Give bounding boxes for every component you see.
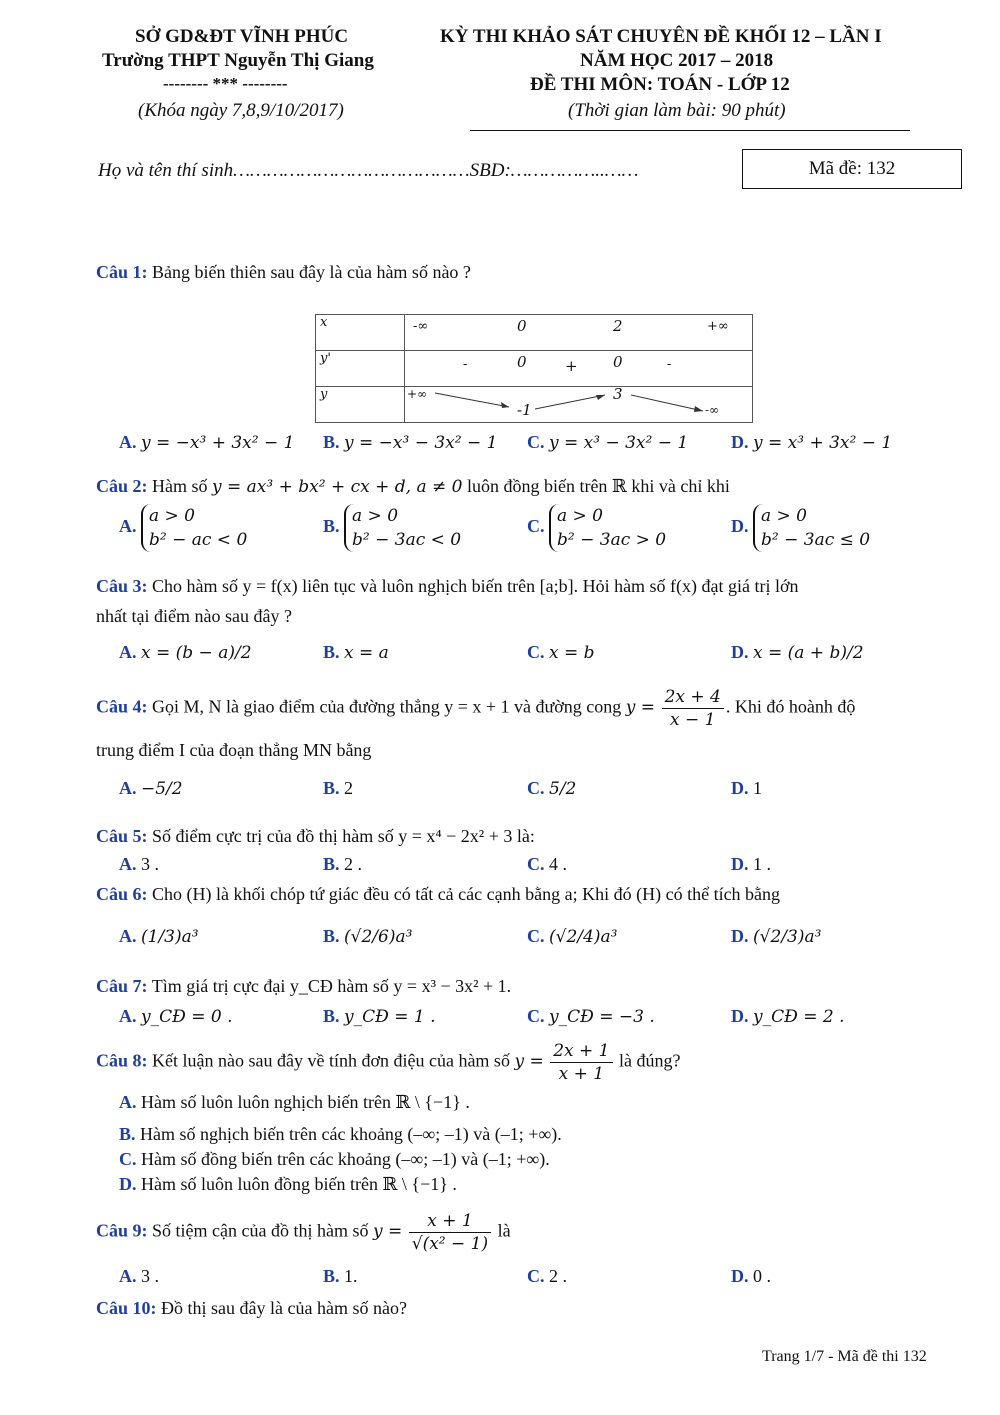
- q7-answer-b[interactable]: B. y_CĐ = 1 .: [323, 1006, 436, 1027]
- question-3: Câu 3: Cho hàm số y = f(x) liên tục và luôn nghịch biến trên [a;b]. Hỏi hàm số f(x) đạt giá trị lớn: [96, 576, 799, 596]
- exam-code-box: [742, 149, 962, 189]
- answer-text: y_CĐ = −3 .: [549, 1007, 655, 1027]
- vt-y-neg-inf: -∞: [705, 403, 720, 417]
- curve-fraction: $\frac{2x + 4}{x - 1}$: [662, 686, 724, 731]
- q8-answer-a[interactable]: A. Hàm số luôn luôn nghịch biến trên ℝ \ {−1} .: [119, 1092, 470, 1112]
- vt-y-pos-inf: +∞: [407, 387, 428, 401]
- question-label: Câu 5:: [96, 826, 148, 846]
- vt-yp-zero-2: 0: [613, 353, 623, 371]
- q1-answer-a[interactable]: A. y = −x³ + 3x² − 1: [119, 432, 295, 453]
- answer-text: x = a: [344, 643, 389, 663]
- answer-text: y_CĐ = 0 .: [141, 1007, 233, 1027]
- answer-text: 0 .: [753, 1266, 771, 1286]
- answer-text: y_CĐ = 1 .: [344, 1007, 436, 1027]
- q1-answer-c[interactable]: C. y = x³ − 3x² − 1: [527, 432, 689, 453]
- question-8: Câu 8: Kết luận nào sau đây về tính đơn điệu của hàm số y = $\frac{2x + 1}{x + 1}$ là đúng?: [96, 1041, 681, 1084]
- formula: y = ax³ + bx² + cx + d, a ≠ 0: [212, 477, 463, 497]
- answer-text: x = (b − a)/2: [141, 643, 252, 663]
- question-label: Câu 1:: [96, 262, 148, 282]
- question-label: Câu 8:: [96, 1050, 148, 1071]
- vt-x-two: 2: [613, 317, 623, 335]
- question-label: Câu 2:: [96, 476, 148, 496]
- q8-answer-c[interactable]: C. Hàm số đồng biến trên các khoảng (–∞; –1) và (–1; +∞).: [119, 1149, 550, 1169]
- q4-answer-c[interactable]: C. 5/2: [527, 778, 577, 799]
- header-rule: [470, 130, 910, 131]
- q7-answer-c[interactable]: C. y_CĐ = −3 .: [527, 1006, 655, 1027]
- answer-text: Hàm số luôn luôn đồng biến trên ℝ \ {−1} .: [141, 1174, 457, 1194]
- vt-yp-zero-1: 0: [517, 353, 527, 371]
- school-year: NĂM HỌC 2017 – 2018: [580, 50, 774, 71]
- answer-text: 3 .: [141, 1266, 159, 1286]
- answer-text: (√2/4)a³: [549, 927, 618, 947]
- question-7: Câu 7: Tìm giá trị cực đại y_CĐ hàm số y = x³ − 3x² + 1.: [96, 976, 512, 996]
- exam-code: Mã đề: 132: [808, 158, 896, 179]
- q4-answer-a[interactable]: A. −5/2: [119, 778, 183, 799]
- q5-answer-c[interactable]: C. 4 .: [527, 854, 567, 874]
- q9-answer-c[interactable]: C. 2 .: [527, 1266, 567, 1286]
- answer-text: (√2/6)a³: [344, 927, 413, 947]
- answer-text: (√2/3)a³: [753, 927, 822, 947]
- q1-answer-b[interactable]: B. y = −x³ − 3x² − 1: [323, 432, 498, 453]
- answer-text: y = −x³ − 3x² − 1: [344, 433, 498, 453]
- question-3-line2: nhất tại điểm nào sau đây ?: [96, 606, 292, 626]
- vt-y-label: y: [316, 387, 405, 423]
- q8-answer-d[interactable]: D. Hàm số luôn luôn đồng biến trên ℝ \ {−1} .: [119, 1174, 457, 1194]
- question-10: Câu 10: Đồ thị sau đây là của hàm số nào?: [96, 1298, 407, 1318]
- question-label: Câu 10:: [96, 1298, 157, 1318]
- answer-text: y = x³ − 3x² − 1: [549, 433, 689, 453]
- answer-text: 2 .: [549, 1266, 567, 1286]
- q3-answer-c[interactable]: C. x = b: [527, 642, 595, 663]
- exam-title: KỲ THI KHẢO SÁT CHUYÊN ĐỀ KHỐI 12 – LẦN I: [440, 26, 882, 47]
- exam-subject: ĐỀ THI MÔN: TOÁN - LỚP 12: [530, 74, 790, 95]
- q9-answer-b[interactable]: B. 1.: [323, 1266, 358, 1286]
- answer-text: x = b: [549, 643, 595, 663]
- q6-answer-c[interactable]: C. (√2/4)a³: [527, 926, 618, 947]
- exam-duration: (Thời gian làm bài: 90 phút): [568, 100, 786, 121]
- question-label: Câu 3:: [96, 576, 148, 596]
- separator-stars: -------- *** --------: [163, 74, 288, 93]
- q3-answer-a[interactable]: A. x = (b − a)/2: [119, 642, 252, 663]
- q2-answer-c[interactable]: C. a > 0 b² − 3ac > 0: [527, 506, 667, 550]
- q2-answer-a[interactable]: A. a > 0 b² − ac < 0: [119, 506, 248, 550]
- department-name: SỞ GD&ĐT VĨNH PHÚC: [135, 26, 349, 47]
- q4-answer-d[interactable]: D. 1: [731, 778, 762, 798]
- vt-x-label: x: [316, 315, 405, 351]
- q6-answer-b[interactable]: B. (√2/6)a³: [323, 926, 413, 947]
- answer-text: 1 .: [753, 854, 771, 874]
- q7-answer-d[interactable]: D. y_CĐ = 2 .: [731, 1006, 845, 1027]
- q7-answer-a[interactable]: A. y_CĐ = 0 .: [119, 1006, 233, 1027]
- question-4-line2: trung điểm I của đoạn thẳng MN bằng: [96, 740, 372, 760]
- answer-text: 4 .: [549, 854, 567, 874]
- q8-answer-b[interactable]: B. Hàm số nghịch biến trên các khoảng (–∞; –1) và (–1; +∞).: [119, 1124, 562, 1144]
- question-label: Câu 6:: [96, 884, 148, 904]
- q1-answer-d[interactable]: D. y = x³ + 3x² − 1: [731, 432, 893, 453]
- vt-x-neg-inf: -∞: [413, 319, 429, 334]
- q3-answer-b[interactable]: B. x = a: [323, 642, 389, 663]
- vt-yp-sign-3: -: [667, 357, 672, 372]
- q2-answer-d[interactable]: D. a > 0 b² − 3ac ≤ 0: [731, 506, 871, 550]
- answer-text: 1.: [344, 1266, 358, 1286]
- answer-text: Hàm số nghịch biến trên các khoảng (–∞; –1) và (–1; +∞).: [140, 1124, 562, 1144]
- q5-answer-d[interactable]: D. 1 .: [731, 854, 771, 874]
- question-label: Câu 9:: [96, 1220, 148, 1241]
- question-label: Câu 7:: [96, 976, 148, 996]
- vt-y-min: -1: [517, 401, 532, 419]
- variation-table: [315, 314, 753, 423]
- vt-y-max: 3: [613, 385, 623, 403]
- q6-answer-d[interactable]: D. (√2/3)a³: [731, 926, 822, 947]
- q9-answer-d[interactable]: D. 0 .: [731, 1266, 771, 1286]
- answer-text: y = x³ + 3x² − 1: [753, 433, 893, 453]
- answer-text: x = (a + b)/2: [753, 643, 864, 663]
- function-fraction: $\frac{2x + 1}{x + 1}$: [550, 1040, 612, 1085]
- question-text: Bảng biến thiên sau đây là của hàm số nào ?: [152, 262, 471, 282]
- question-label: Câu 4:: [96, 696, 148, 717]
- q2-answer-b[interactable]: B. a > 0 b² − 3ac < 0: [323, 506, 462, 550]
- vt-yp-sign-2: +: [565, 357, 578, 375]
- school-name: Trường THPT Nguyễn Thị Giang: [102, 50, 374, 71]
- question-1: [96, 262, 471, 283]
- answer-text: 1: [753, 778, 762, 798]
- vt-yp-sign-1: -: [463, 357, 468, 372]
- answer-text: 2: [344, 778, 354, 798]
- vt-x-zero: 0: [517, 317, 527, 335]
- question-9: Câu 9: Số tiệm cận của đồ thị hàm số y = $\frac{x + 1}{\text{√(x² − 1)}}$ là: [96, 1211, 511, 1254]
- question-5: Câu 5: Số điểm cực trị của đồ thị hàm số y = x⁴ − 2x² + 3 là:: [96, 826, 535, 846]
- q4-answer-b[interactable]: B. 2: [323, 778, 354, 798]
- vt-x-pos-inf: +∞: [707, 319, 729, 334]
- q5-answer-a[interactable]: A. 3 .: [119, 854, 159, 874]
- q9-answer-a[interactable]: A. 3 .: [119, 1266, 159, 1286]
- function-fraction: $\frac{x + 1}{\text{√(x² − 1)}}$: [409, 1210, 491, 1255]
- candidate-info-line: Họ và tên thí sinh……………………………………SBD:……………..……: [98, 160, 639, 181]
- answer-text: y_CĐ = 2 .: [753, 1007, 845, 1027]
- vt-yprime-label: y': [316, 351, 405, 387]
- answer-text: (1/3)a³: [141, 927, 199, 947]
- question-4: Câu 4: Gọi M, N là giao điểm của đường thẳng y = x + 1 và đường cong y = $\frac{2x + 4}{x - 1}$ . Khi đó hoành độ: [96, 687, 856, 730]
- answer-text: 5/2: [549, 779, 577, 799]
- answer-text: 2 .: [344, 854, 363, 874]
- answer-text: 3 .: [141, 854, 159, 874]
- answer-text: Hàm số luôn luôn nghịch biến trên ℝ \ {−1} .: [141, 1092, 470, 1112]
- question-6: Câu 6: Cho (H) là khối chóp tứ giác đều có tất cả các cạnh bằng a; Khi đó (H) có thể tích bằng: [96, 884, 781, 904]
- q3-answer-d[interactable]: D. x = (a + b)/2: [731, 642, 864, 663]
- vt-arrows: [405, 387, 745, 423]
- answer-text: −5/2: [141, 779, 183, 799]
- q6-answer-a[interactable]: A. (1/3)a³: [119, 926, 199, 947]
- q5-answer-b[interactable]: B. 2 .: [323, 854, 363, 874]
- answer-text: y = −x³ + 3x² − 1: [141, 433, 295, 453]
- question-2: Câu 2: Hàm số y = ax³ + bx² + cx + d, a ≠ 0 luôn đồng biến trên ℝ khi và chỉ khi: [96, 476, 730, 497]
- course-dates: (Khóa ngày 7,8,9/10/2017): [138, 100, 344, 121]
- page-footer: Trang 1/7 - Mã đề thi 132: [762, 1348, 927, 1365]
- answer-text: Hàm số đồng biến trên các khoảng (–∞; –1) và (–1; +∞).: [141, 1149, 550, 1169]
